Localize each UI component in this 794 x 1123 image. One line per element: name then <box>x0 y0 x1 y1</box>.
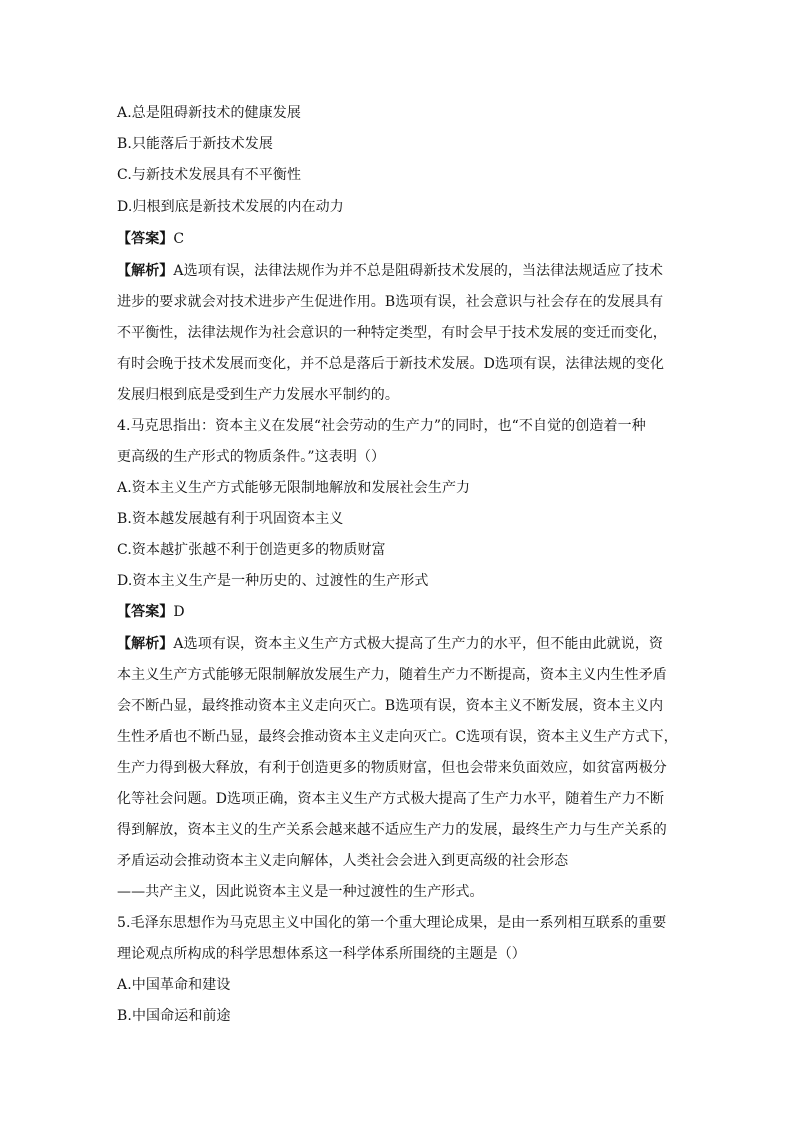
answer-tag: 【答案】 <box>117 604 174 620</box>
answer-value: C <box>173 231 185 247</box>
analysis-text: A选项有误，资本主义生产方式极大提高了生产力的水平，但不能由此就说，资 <box>173 636 664 652</box>
q3-analysis-line-4: 有时会晚于技术发展而变化，并不总是落后于新技术发展。D选项有误，法律法规的变化 <box>117 356 665 372</box>
q4-option-c: C.资本越扩张越不利于创造更多的物质财富 <box>117 542 386 558</box>
q4-analysis-line-4: 生性矛盾也不断凸显，最终会推动资本主义走向灭亡。C选项有误，资本主义生产方式下， <box>117 729 678 745</box>
analysis-text: A选项有误，法律法规作为并不总是阻碍新技术发展的，当法律法规适应了技术 <box>173 263 664 279</box>
q3-analysis-line-5: 发展归根到底是受到生产力发展水平制约的。 <box>117 387 399 403</box>
q4-analysis-line-1 <box>117 634 663 654</box>
q4-analysis-line-6: 化等社会问题。D选项正确，资本主义生产方式极大提高了生产力水平，随着生产力不断 <box>117 791 665 807</box>
q5-stem-line-1: 5.毛泽东思想作为马克思主义中国化的第一个重大理论成果，是由一系列相互联系的重要 <box>117 915 667 931</box>
q4-analysis-line-2: 本主义生产方式能够无限制解放发展生产力，随着生产力不断提高，资本主义内生性矛盾 <box>117 667 667 683</box>
q4-analysis-line-5: 生产力得到极大释放，有利于创造更多的物质财富，但也会带来负面效应，如贫富两极分 <box>117 760 667 776</box>
q5-option-b: B.中国命运和前途 <box>117 1008 231 1024</box>
analysis-tag: 【解析】 <box>117 636 174 652</box>
q3-analysis-line-2: 进步的要求就会对技术进步产生促进作用。B选项有误，社会意识与社会存在的发展具有 <box>117 294 664 310</box>
q3-answer <box>117 229 184 249</box>
q3-option-a: A.总是阻碍新技术的健康发展 <box>117 105 301 121</box>
q4-analysis-line-8: 矛盾运动会推动资本主义走向解体，人类社会会进入到更高级的社会形态 <box>117 853 569 869</box>
q3-analysis-line-3: 不平衡性，法律法规作为社会意识的一种特定类型，有时会早于技术发展的变迁而变化， <box>117 325 667 341</box>
q4-option-b: B.资本越发展越有利于巩固资本主义 <box>117 511 344 527</box>
answer-value: D <box>173 604 185 620</box>
q3-analysis-line-1 <box>117 261 663 281</box>
q4-analysis-line-7: 得到解放，资本主义的生产关系会越来越不适应生产力的发展，最终生产力与生产关系的 <box>117 822 667 838</box>
analysis-tag: 【解析】 <box>117 263 174 279</box>
q4-stem-line-1: 4.马克思指出：资本主义在发展“社会劳动的生产力”的同时，也“不自觉的创造着一种 <box>117 418 646 434</box>
q4-answer <box>117 602 185 622</box>
q4-analysis-line-9: ——共产主义，因此说资本主义是一种过渡性的生产形式。 <box>117 884 484 900</box>
q5-option-a: A.中国革命和建设 <box>117 977 231 993</box>
q3-option-c: C.与新技术发展具有不平衡性 <box>117 167 302 183</box>
q5-stem-line-2: 理论观点所构成的科学思想体系这一科学体系所围绕的主题是（） <box>117 946 526 962</box>
q3-option-b: B.只能落后于新技术发展 <box>117 136 273 152</box>
q4-option-a: A.资本主义生产方式能够无限制地解放和发展社会生产力 <box>117 480 471 496</box>
q4-analysis-line-3: 会不断凸显，最终推动资本主义走向灭亡。B选项有误，资本主义不断发展，资本主义内 <box>117 698 664 714</box>
q4-option-d: D.资本主义生产是一种历史的、过渡性的生产形式 <box>117 573 429 589</box>
q3-option-d: D.归根到底是新技术发展的内在动力 <box>117 199 344 215</box>
q4-stem-line-2: 更高级的生产形式的物质条件。”这表明（） <box>117 449 386 465</box>
answer-tag: 【答案】 <box>117 231 174 247</box>
